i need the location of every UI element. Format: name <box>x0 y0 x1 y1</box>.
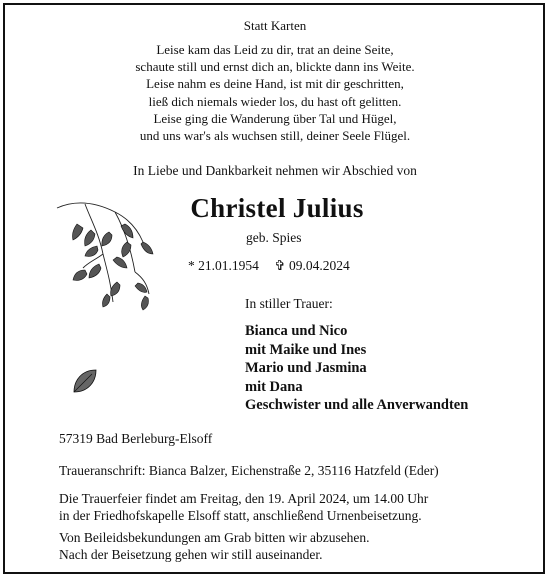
closing-line: Nach der Beisetzung gehen wir still auseinander. <box>59 546 323 562</box>
death-date-group <box>274 258 349 273</box>
poem-line: Leise kam das Leid zu dir, trat an deine Seite, <box>156 42 394 57</box>
mourning-address: Traueranschrift: Bianca Balzer, Eichenstraße 2, 35116 Hatzfeld (Eder) <box>59 463 439 478</box>
mourner-line: mit Dana <box>245 378 303 395</box>
poem <box>0 41 550 144</box>
poem-line: und uns war's als wuchsen still, deiner Seele Flügel. <box>139 127 411 143</box>
death-date: 09.04.2024 <box>288 258 350 273</box>
falling-leaf-icon <box>70 366 100 396</box>
birth-name: geb. Spies <box>246 230 302 245</box>
mourner-line: mit Maike und Ines <box>245 341 367 358</box>
service-line: in der Friedhofskapelle Elsoff statt, anschließend Urnenbeisetzung. <box>59 507 422 523</box>
service-line: Die Trauerfeier findet am Freitag, den 19. April 2024, um 14.00 Uhr <box>59 491 429 506</box>
mourners-list <box>245 322 468 415</box>
cross-icon: ✞ <box>274 258 286 273</box>
mourning-label: In stiller Trauer: <box>245 296 333 311</box>
deceased-name: Christel Julius <box>190 193 364 223</box>
place-text: 57319 Bad Berleburg-Elsoff <box>59 431 213 446</box>
service-info <box>59 491 428 524</box>
life-dates <box>188 258 350 274</box>
closing-line: Von Beileidsbekundungen am Grab bitten wir abzusehen. <box>59 530 370 545</box>
header-text: Statt Karten <box>243 18 307 33</box>
closing-text <box>59 530 370 563</box>
mourner-line: Geschwister und alle Anverwandten <box>245 397 469 414</box>
mourner-line: Bianca und Nico <box>245 323 348 339</box>
poem-line: schaute still und ernst dich an, blickte dann ins Weite. <box>135 59 415 75</box>
mourner-line: Mario und Jasmina <box>245 360 367 377</box>
intro-text: In Liebe und Dankbarkeit nehmen wir Abschied von <box>133 163 417 178</box>
poem-line: ließ dich niemals wieder los, du hast oft gelitten. <box>148 93 402 109</box>
birth-date: * 21.01.1954 <box>188 258 259 273</box>
poem-line: Leise nahm es deine Hand, ist mit dir geschritten, <box>146 76 404 92</box>
poem-line: Leise ging die Wanderung über Tal und Hügel, <box>153 110 397 126</box>
